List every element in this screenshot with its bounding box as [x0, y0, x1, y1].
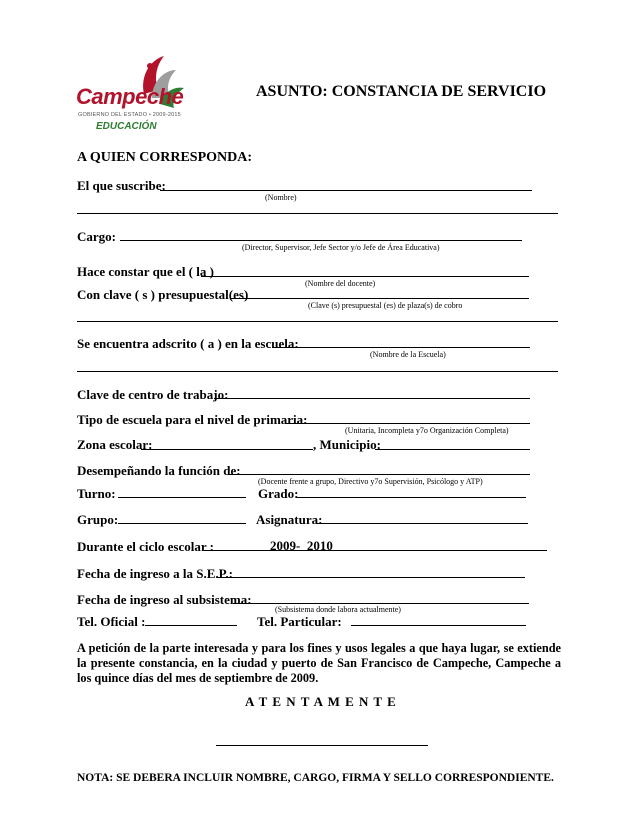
- tipo-escuela-hint: (Unitaria, Incompleta y7o Organización Completa): [345, 426, 509, 435]
- funcion-label: Desempeñando la función de:: [77, 463, 241, 478]
- turno-label: Turno:: [77, 486, 116, 501]
- suscribe-hint: (Nombre): [265, 193, 297, 202]
- ciclo-field[interactable]: [204, 550, 547, 551]
- asignatura-field[interactable]: [316, 523, 528, 524]
- logo-subtitle: GOBIERNO DEL ESTADO • 2009-2015: [78, 112, 181, 118]
- greeting: A QUIEN CORRESPONDA:: [77, 150, 253, 165]
- clave-presupuestal-label: Con clave ( s ) presupuestal(es): [77, 287, 249, 302]
- zona-field[interactable]: [141, 449, 313, 450]
- tel-oficial-label: Tel. Oficial :: [77, 614, 146, 629]
- escuela-hint: (Nombre de la Escuela): [370, 350, 446, 359]
- turno-field[interactable]: [118, 497, 246, 498]
- grupo-label: Grupo:: [77, 512, 119, 527]
- docente-name-hint: (Nombre del docente): [305, 279, 376, 288]
- ingreso-subsistema-label: Fecha de ingreso al subsistema:: [77, 592, 252, 607]
- tipo-escuela-field[interactable]: [285, 423, 530, 424]
- grupo-field[interactable]: [118, 523, 246, 524]
- municipio-label: , Municipio:: [313, 437, 381, 452]
- ingreso-sep-label: Fecha de ingreso a la S.E.P.:: [77, 566, 234, 581]
- constancia-paragraph: A petición de la parte interesada y para los fines y usos legales a que haya lugar, se extiende la presente constancia, en la ciudad y puerto de San Francisco de Campeche, Campeche a los quince días del mes de septiembre de 2009.: [77, 641, 561, 685]
- suscribe-label: El que suscribe:: [77, 178, 166, 193]
- clave-centro-field[interactable]: [214, 398, 530, 399]
- docente-name-field[interactable]: [201, 276, 529, 277]
- asignatura-label: Asignatura:: [256, 512, 323, 527]
- signature-line[interactable]: [216, 745, 428, 746]
- escuela-label: Se encuentra adscrito ( a ) en la escuela:: [77, 336, 299, 351]
- clave-presupuestal-field-continued[interactable]: [77, 321, 558, 322]
- hace-constar-label: Hace constar que el ( la ): [77, 264, 214, 279]
- suscribe-field-continued[interactable]: [77, 213, 558, 214]
- subject-title: ASUNTO: CONSTANCIA DE SERVICIO: [256, 83, 547, 100]
- cargo-field[interactable]: [120, 240, 522, 241]
- tel-particular-label: Tel. Particular:: [257, 614, 342, 629]
- cargo-hint: (Director, Supervisor, Jefe Sector y/o Jefe de Área Educativa): [242, 243, 440, 252]
- logo-education-text: EDUCACIÓN: [96, 121, 157, 132]
- tel-oficial-field[interactable]: [145, 625, 237, 626]
- ciclo-label: Durante el ciclo escolar :: [77, 539, 214, 554]
- tel-particular-field[interactable]: [351, 625, 526, 626]
- footer-note: NOTA: SE DEBERA INCLUIR NOMBRE, CARGO, FIRMA Y SELLO CORRESPONDIENTE.: [77, 772, 554, 784]
- cargo-label: Cargo:: [77, 229, 116, 244]
- escuela-field-continued[interactable]: [77, 371, 558, 372]
- clave-presupuestal-hint: (Clave (s) presupuestal (es) de plaza(s) de cobro: [308, 301, 463, 310]
- funcion-field[interactable]: [228, 474, 530, 475]
- zona-label: Zona escolar:: [77, 437, 153, 452]
- campeche-logo: [76, 54, 186, 138]
- grado-field[interactable]: [296, 497, 526, 498]
- closing-atentamente: A T E N T A M E N T E: [245, 694, 397, 709]
- tipo-escuela-label: Tipo de escuela para el nivel de primaria:: [77, 412, 308, 427]
- clave-centro-label: Clave de centro de trabajo:: [77, 387, 229, 402]
- ingreso-subsistema-hint: (Subsistema donde labora actualmente): [275, 605, 401, 614]
- ingreso-sep-field[interactable]: [217, 577, 525, 578]
- ingreso-subsistema-field[interactable]: [233, 603, 529, 604]
- logo-campeche-text: Campeche: [76, 84, 184, 109]
- clave-presupuestal-field[interactable]: [231, 298, 529, 299]
- funcion-hint: (Docente frente a grupo, Directivo y7o Supervisión, Psicólogo y ATP): [258, 477, 483, 486]
- grado-label: Grado:: [258, 486, 299, 501]
- suscribe-field[interactable]: [160, 190, 532, 191]
- escuela-field[interactable]: [272, 347, 530, 348]
- ciclo-value: 2009- 2010: [270, 538, 333, 553]
- municipio-field[interactable]: [375, 449, 530, 450]
